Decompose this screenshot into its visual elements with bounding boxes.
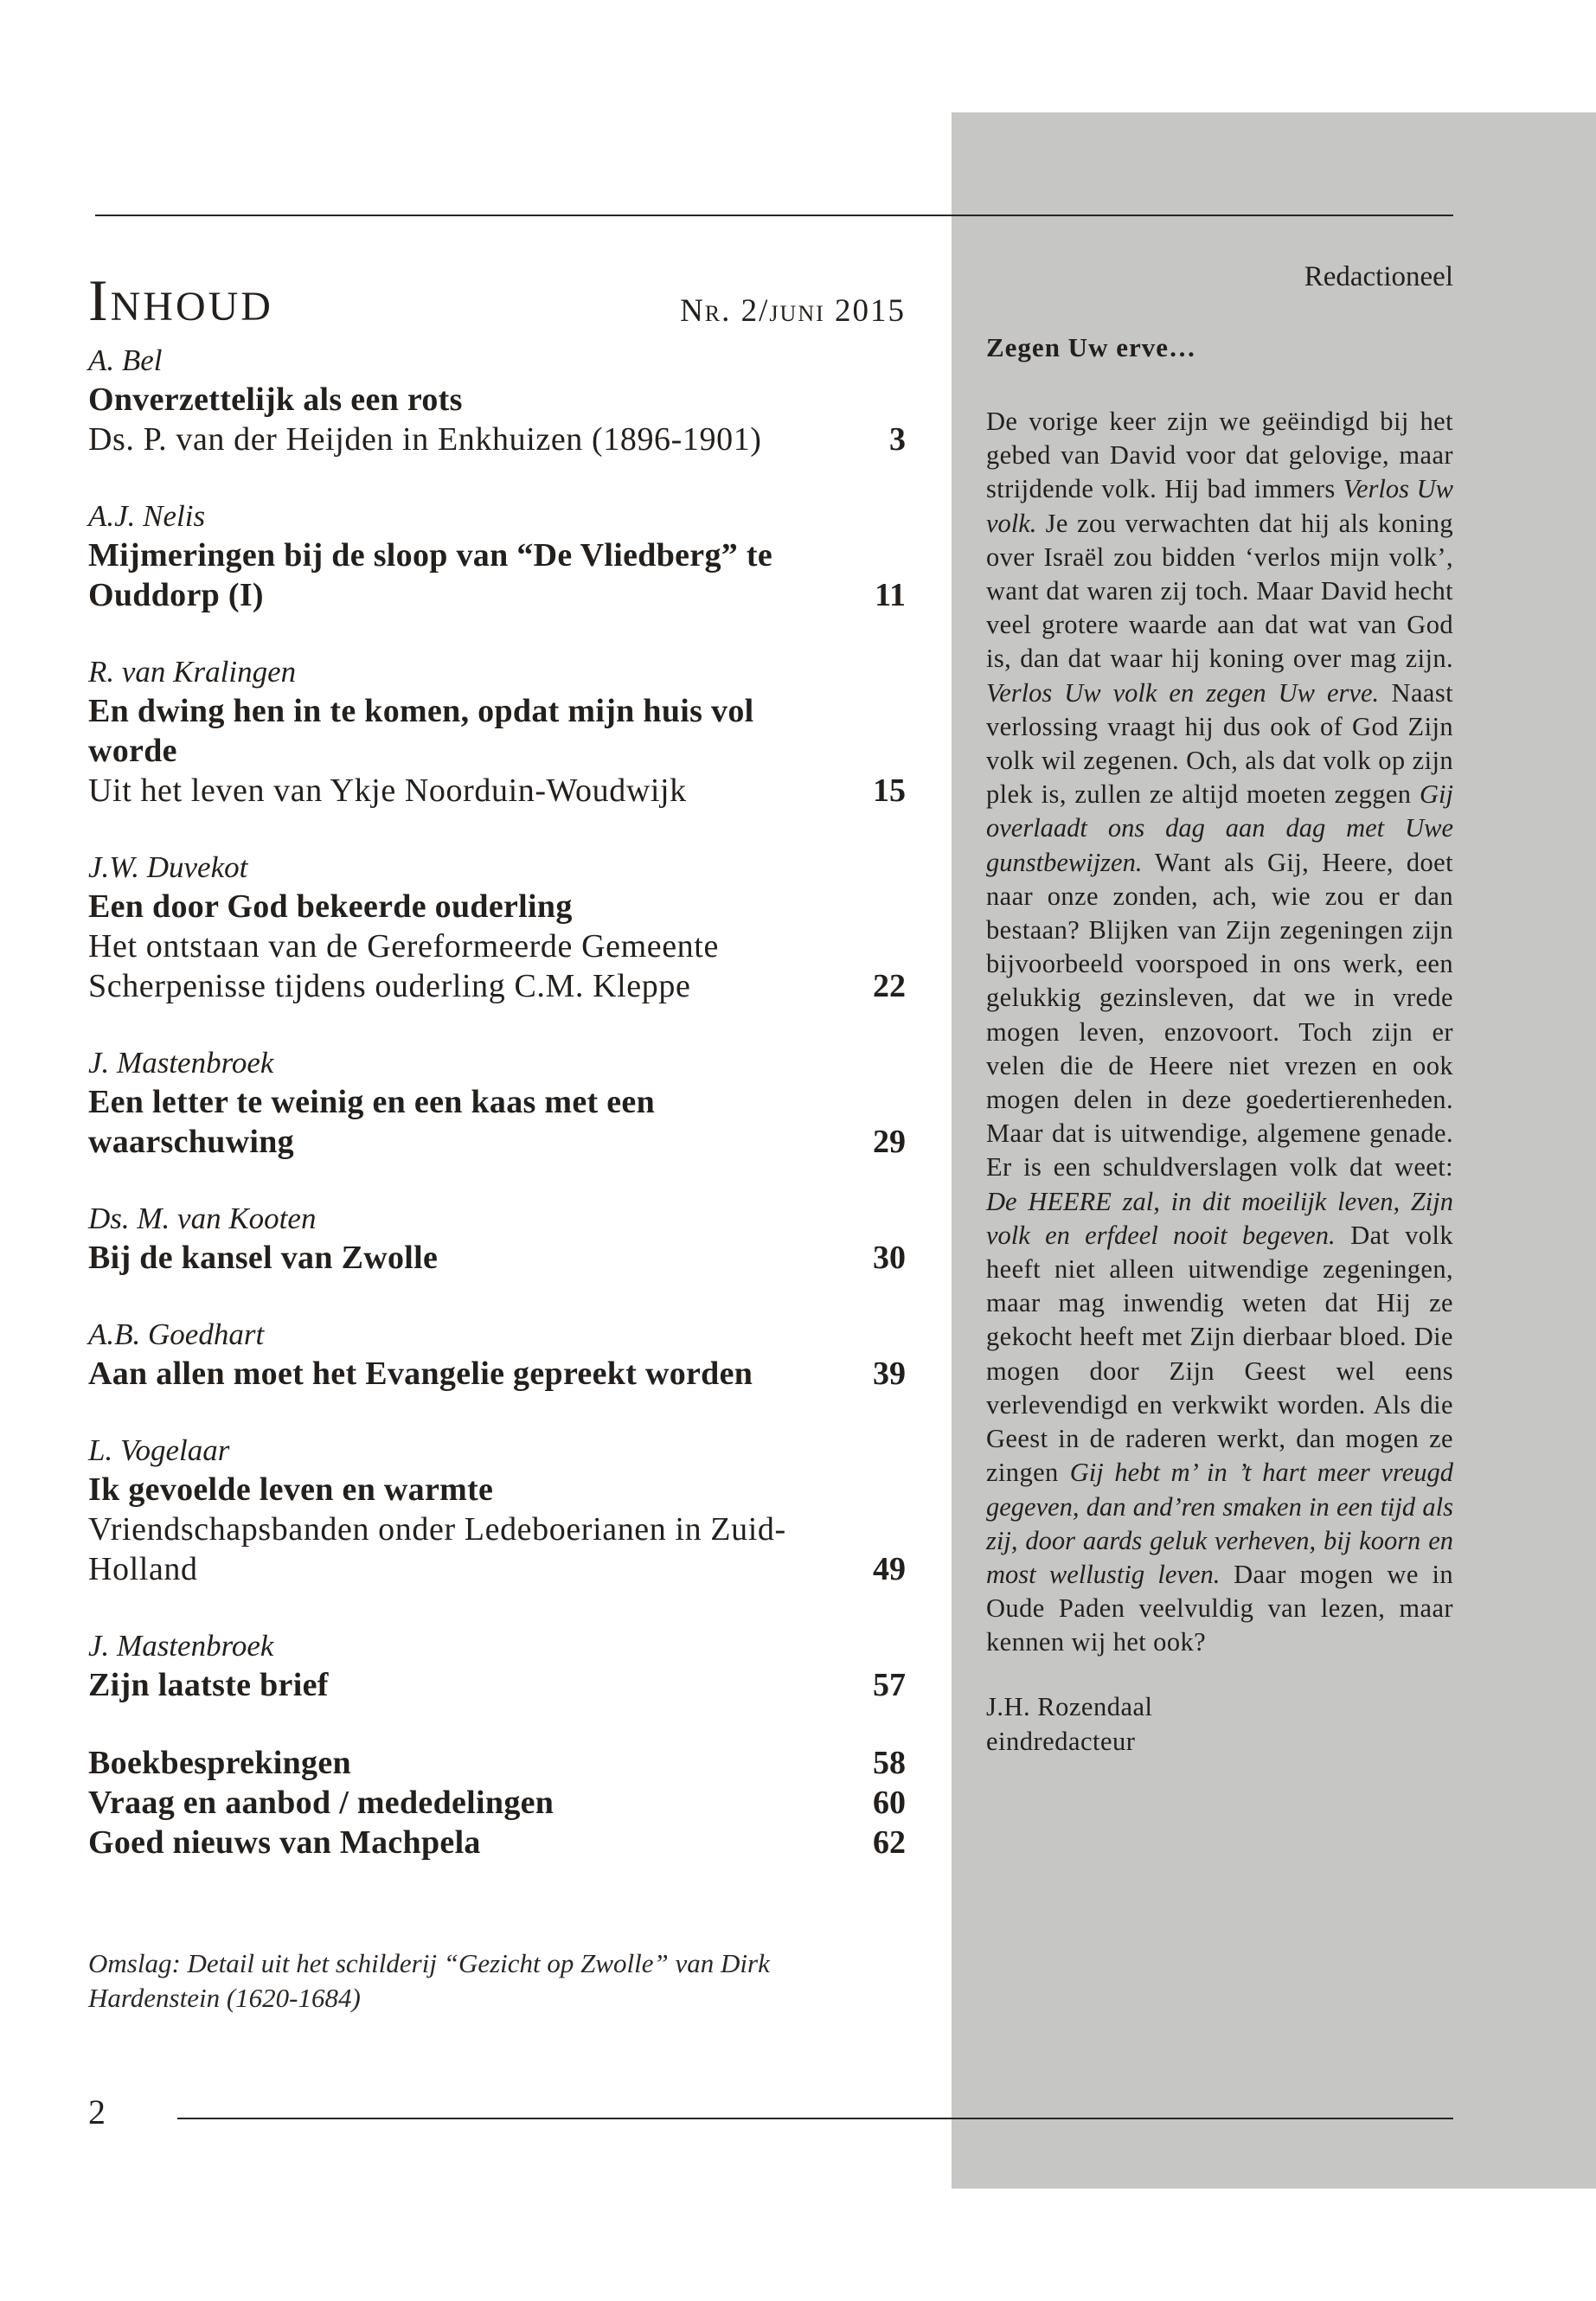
toc-entry [88, 653, 906, 811]
toc-entry-page: 57 [873, 1667, 906, 1703]
toc-entry-row [88, 1354, 906, 1394]
toc-entry-subtitle: Het ontstaan van de Gereformeerde Gemeente Scherpenisse tijdens ouderling C.M. Kleppe [88, 928, 719, 1004]
toc-entry-subtitle: Vriendschapsbanden onder Ledeboerianen in Zuid-Holland [88, 1511, 786, 1587]
page-number: 2 [88, 2093, 106, 2131]
toc-entry [88, 1627, 906, 1705]
toc-entry-subtitle: Uit het leven van Ykje Noorduin-Woudwijk [88, 772, 687, 809]
toc-entry-title: En dwing hen in te komen, opdat mijn huis vol worde [88, 693, 754, 769]
toc-entry [88, 849, 906, 1006]
toc-entry-author: A.B. Goedhart [88, 1317, 265, 1351]
toc-entry-author: L. Vogelaar [88, 1433, 230, 1467]
editorial-text: Dat volk heeft niet alleen uitwendige zegeningen, maar mag inwendig weten dat Hij ze gekocht heeft met Zijn dierbaar bloed. Die mogen door Zijn Geest wel eens verlevendigd en verkwikt worden. Als die Geest in de raderen werkt, dan mogen ze zingen [986, 1220, 1453, 1488]
toc-entry-page: 22 [873, 968, 906, 1004]
toc-extra-title: Vraag en aanbod / mededelingen [88, 1785, 554, 1821]
table-of-contents [88, 260, 906, 1862]
toc-entry-title: Zijn laatste brief [88, 1667, 329, 1703]
toc-entry-page: 11 [875, 577, 906, 613]
toc-entry-page: 30 [873, 1240, 906, 1276]
signature-role: eindredacteur [986, 1726, 1136, 1756]
toc-extra-page: 62 [873, 1824, 906, 1861]
toc-entries [88, 342, 906, 1705]
toc-entry [88, 497, 906, 615]
signature-name: J.H. Rozendaal [986, 1691, 1153, 1721]
toc-entry-title: Een letter te weinig en een kaas met een waarschuwing [88, 1084, 656, 1160]
toc-entry-title: Onverzettelijk als een rots [88, 381, 463, 418]
toc-entry-row [88, 1470, 906, 1589]
toc-extra-page: 58 [873, 1745, 906, 1781]
toc-entry [88, 1432, 906, 1589]
toc-entry-author: R. van Kralingen [88, 655, 297, 689]
toc-entry-page: 29 [873, 1124, 906, 1160]
toc-entry [88, 1200, 906, 1278]
editorial-signature [986, 1689, 1453, 1759]
toc-entry [88, 1316, 906, 1394]
editorial-body [986, 405, 1453, 1660]
toc-entry-author: Ds. M. van Kooten [88, 1202, 317, 1235]
toc-entry [88, 1044, 906, 1162]
toc-entry-title: Aan allen moet het Evangelie gepreekt worden [88, 1356, 753, 1392]
toc-entry-title: Ik gevoelde leven en warmte [88, 1471, 494, 1508]
toc-entry-page: 15 [873, 772, 906, 809]
cover-caption: Omslag: Detail uit het schilderij “Gezicht op Zwolle” van Dirk Hardenstein (1620-1684) [88, 1948, 770, 2013]
toc-entry-author: J. Mastenbroek [88, 1629, 274, 1663]
editorial-quote: Verlos Uw volk. [986, 474, 1453, 538]
toc-entry-row [88, 1238, 906, 1278]
editorial-quote: De HEERE zal, in dit moeilijk leven, Zijn volk en erfdeel nooit begeven. [986, 1186, 1453, 1250]
editorial-column [986, 260, 1453, 1759]
toc-entry-row [88, 1082, 906, 1162]
toc-entry-author: J.W. Duvekot [88, 850, 248, 884]
toc-header [88, 260, 906, 342]
toc-title: Inhoud [88, 267, 273, 333]
toc-extra-row [88, 1783, 906, 1823]
bottom-rule [177, 2118, 1453, 2119]
top-rule [95, 215, 1453, 216]
issue-number: Nr. 2/juni 2015 [680, 293, 906, 329]
toc-entry-author: A.J. Nelis [88, 499, 206, 533]
toc-entry-row [88, 535, 906, 615]
toc-extra-page: 60 [873, 1785, 906, 1821]
toc-extra-row [88, 1823, 906, 1862]
toc-entry-row [88, 1665, 906, 1705]
editorial-quote: Verlos Uw volk en zegen Uw erve. [986, 677, 1380, 708]
toc-entry [88, 342, 906, 459]
editorial-text: Want als Gij, Heere, doet naar onze zonden, ach, wie zou er dan bestaan? Blijken van Zijn zegeningen zijn bijvoorbeeld voorspoed in ons werk, een gelukkig gezinsleven, dat we in vrede mogen leven, enzovoort. Toch zijn er velen die de Heere niet vrezen en ook mogen delen in deze goedertierenheden. Maar dat is uitwendige, algemene genade. Er is een schuldverslagen volk dat weet: [986, 847, 1453, 1183]
toc-entry-title: Een door God bekeerde ouderling [88, 888, 573, 925]
editorial-quote: Gij hebt m’ in ’t hart meer vreugd gegeven, dan and’ren smaken in een tijd als zij, door aards geluk verheven, bij koorn en most wellustig leven. [986, 1458, 1453, 1589]
editorial-label: Redactioneel [1304, 261, 1453, 292]
toc-entry-page: 3 [889, 421, 906, 458]
editorial-text: Naast verlossing vraagt hij dus ook of God Zijn volk wil zegenen. Och, als dat volk op zijn plek is, zullen ze altijd moeten zeggen [986, 677, 1453, 810]
toc-entry-author: A. Bel [88, 343, 163, 377]
toc-entry-row [88, 691, 906, 811]
toc-extras [88, 1743, 906, 1862]
toc-entry-author: J. Mastenbroek [88, 1046, 274, 1080]
editorial-text: De vorige keer zijn we geëindigd bij het gebed van David voor dat gelovige, maar strijdende volk. Hij bad immers [986, 407, 1453, 504]
toc-entry-row [88, 887, 906, 1006]
toc-entry-title: Bij de kansel van Zwolle [88, 1240, 439, 1276]
toc-entry-page: 39 [873, 1356, 906, 1392]
editorial-heading: Zegen Uw erve… [986, 332, 1196, 362]
toc-entry-page: 49 [873, 1551, 906, 1587]
toc-entry-title: Mijmeringen bij de sloop van “De Vliedberg” te Ouddorp (I) [88, 537, 772, 613]
toc-entry-row [88, 380, 906, 459]
toc-extra-title: Goed nieuws van Machpela [88, 1824, 481, 1861]
editorial-quote: Gij overlaadt ons dag aan dag met Uwe gunstbewijzen. [986, 779, 1453, 877]
editorial-text: Daar mogen we in Oude Paden veelvuldig van lezen, maar kennen wij het ook? [986, 1559, 1454, 1657]
toc-extra-title: Boekbesprekingen [88, 1745, 351, 1781]
toc-entry-subtitle: Ds. P. van der Heijden in Enkhuizen (1896-1901) [88, 421, 762, 458]
editorial-text: Je zou verwachten dat hij als koning over Israël zou bidden ‘verlos mijn volk’, want dat waren zij toch. Maar David hecht veel grotere waarde aan dat wat van God is, dan dat waar hij koning over mag zijn. [986, 508, 1453, 674]
toc-extra-row [88, 1743, 906, 1783]
